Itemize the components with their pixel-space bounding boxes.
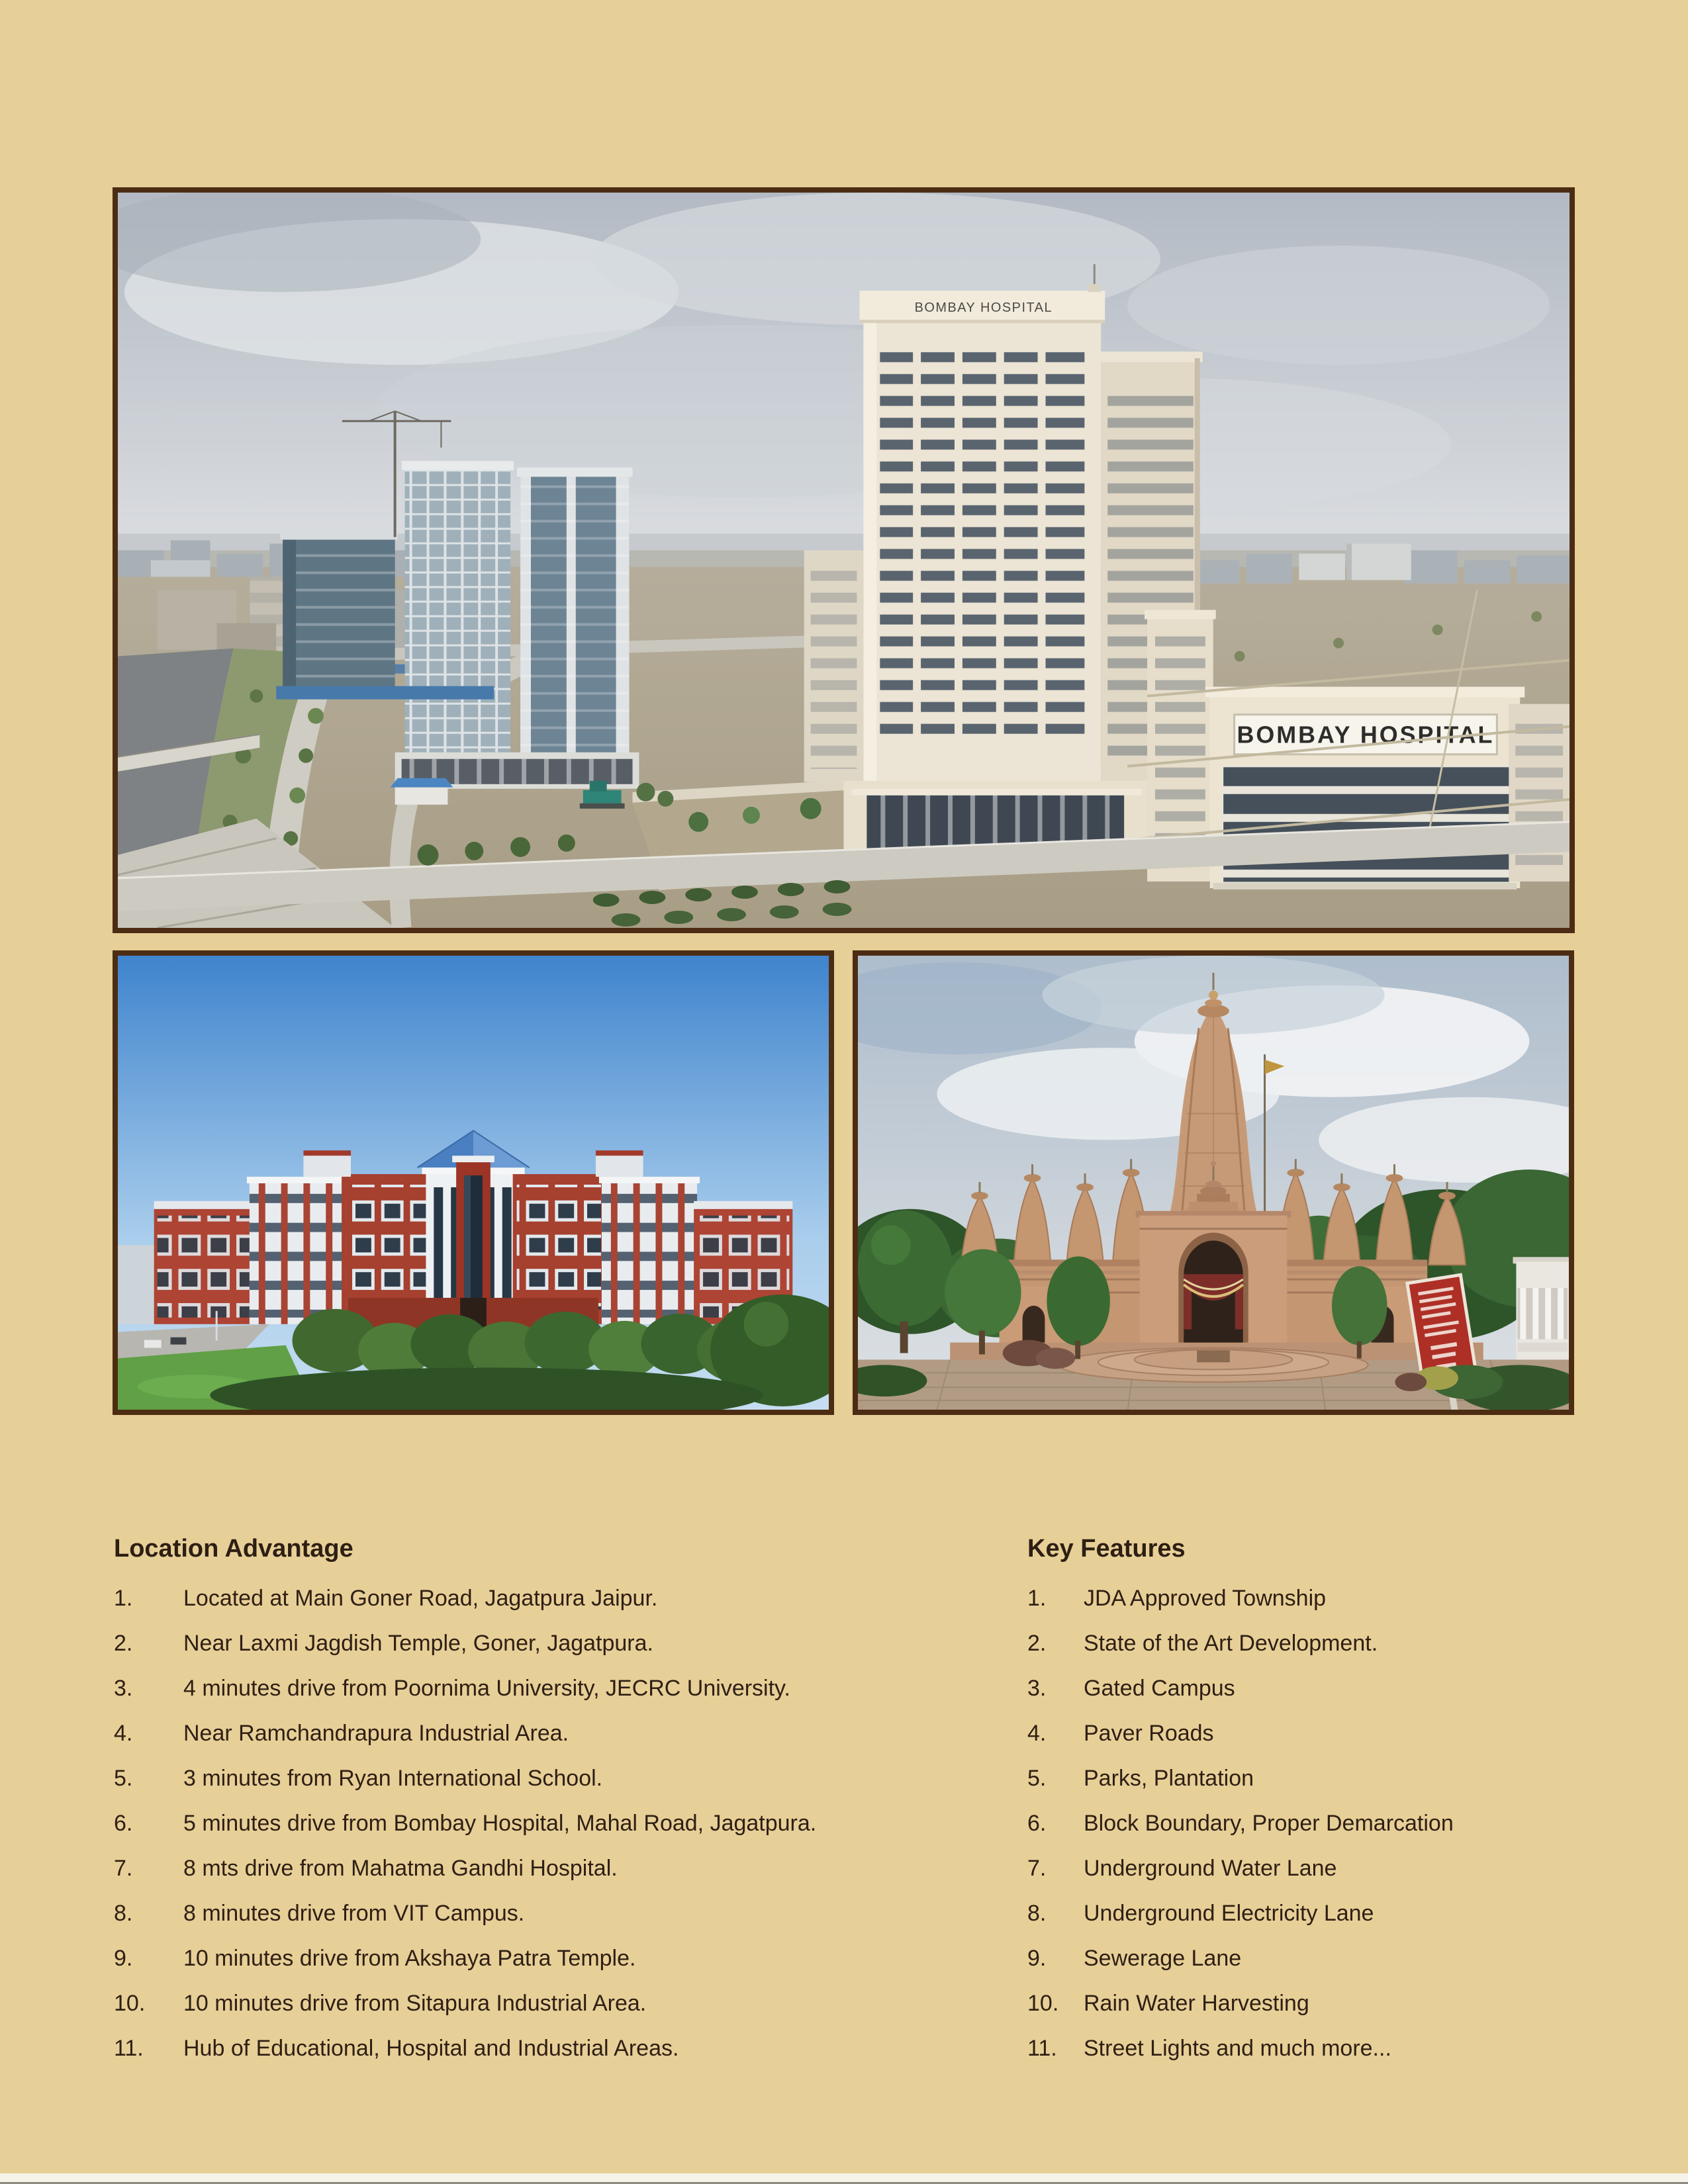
list-item	[1027, 1722, 1617, 1745]
list-item-number: 4.	[114, 1721, 133, 1746]
list-item-text: Block Boundary, Proper Demarcation	[1084, 1811, 1454, 1836]
list-item-number: 3.	[114, 1676, 133, 1701]
list-item	[114, 1632, 1004, 1655]
list-item-text: Street Lights and much more...	[1084, 2036, 1391, 2061]
list-item-text: 10 minutes drive from Akshaya Patra Temple.	[183, 1946, 636, 1971]
list-item-number: 4.	[1027, 1721, 1047, 1746]
list-item-text: Gated Campus	[1084, 1676, 1235, 1701]
car	[144, 1340, 162, 1348]
sky	[118, 193, 1570, 564]
list-item-text: Underground Water Lane	[1084, 1856, 1337, 1881]
list-item	[1027, 1767, 1617, 1790]
list-item-text: Near Laxmi Jagdish Temple, Goner, Jagatpura.	[183, 1631, 653, 1656]
list-item-text: 3 minutes from Ryan International School.	[183, 1766, 603, 1791]
list-item-text: JDA Approved Township	[1084, 1586, 1327, 1611]
tower-sign-text: BOMBAY HOSPITAL	[914, 300, 1053, 316]
key-features-list	[1027, 1587, 1617, 2060]
list-item-number: 10.	[114, 1991, 146, 2016]
list-item-text: Near Ramchandrapura Industrial Area.	[183, 1721, 569, 1746]
list-item-number: 9.	[114, 1946, 133, 1971]
temple-photo-illustration	[858, 956, 1569, 1410]
list-item	[1027, 1632, 1617, 1655]
list-item-number: 11.	[1027, 2036, 1057, 2061]
list-item	[114, 1947, 1004, 1970]
list-item	[114, 2037, 1004, 2060]
list-item-number: 6.	[114, 1811, 133, 1836]
list-item-text: 8 mts drive from Mahatma Gandhi Hospital.	[183, 1856, 618, 1881]
list-item	[1027, 1812, 1617, 1835]
list-item-text: Underground Electricity Lane	[1084, 1901, 1374, 1926]
list-item	[1027, 2037, 1617, 2060]
list-item-number: 5.	[114, 1766, 133, 1791]
list-item-text: Parks, Plantation	[1084, 1766, 1254, 1791]
list-item	[114, 1767, 1004, 1790]
list-item-number: 1.	[1027, 1586, 1047, 1611]
photo-laxmi-jagdish-temple	[853, 950, 1574, 1415]
list-item-number: 10.	[1027, 1991, 1059, 2016]
list-item-text: State of the Art Development.	[1084, 1631, 1378, 1656]
list-item-text: 5 minutes drive from Bombay Hospital, Mahal Road, Jagatpura.	[183, 1811, 817, 1836]
list-item-number: 7.	[1027, 1856, 1047, 1881]
list-item-number: 1.	[114, 1586, 133, 1611]
list-item-text: 4 minutes drive from Poornima University, JECRC University.	[183, 1676, 790, 1701]
list-item	[1027, 1992, 1617, 2015]
location-advantage-title: Location Advantage	[114, 1535, 353, 1563]
list-item	[114, 1992, 1004, 2015]
photo-university-campus	[113, 950, 834, 1415]
list-item	[1027, 1902, 1617, 1925]
list-item-number: 8.	[1027, 1901, 1047, 1926]
page-bottom-strip	[0, 2173, 1688, 2184]
list-item-number: 3.	[1027, 1676, 1047, 1701]
list-item-text: Sewerage Lane	[1084, 1946, 1242, 1971]
list-item-number: 5.	[1027, 1766, 1047, 1791]
list-item-text: 10 minutes drive from Sitapura Industrial Area.	[183, 1991, 647, 2016]
key-features-section	[1027, 1534, 1617, 2082]
location-advantage-list	[114, 1587, 1004, 2060]
aerial-photo-illustration	[118, 193, 1570, 928]
list-item-number: 8.	[114, 1901, 133, 1926]
list-item-text: 8 minutes drive from VIT Campus.	[183, 1901, 525, 1926]
photo-aerial-bombay-hospital	[113, 187, 1575, 933]
list-item-text: Paver Roads	[1084, 1721, 1214, 1746]
list-item-text: Located at Main Goner Road, Jagatpura Jaipur.	[183, 1586, 658, 1611]
list-item-text: Rain Water Harvesting	[1084, 1991, 1309, 2016]
list-item	[114, 1812, 1004, 1835]
campus-photo-illustration	[118, 956, 829, 1410]
location-advantage-section	[114, 1534, 1004, 2082]
hospital-sign-text: BOMBAY HOSPITAL	[1237, 721, 1495, 749]
list-item	[114, 1722, 1004, 1745]
list-item	[114, 1857, 1004, 1880]
list-item-number: 11.	[114, 2036, 144, 2061]
list-item	[114, 1902, 1004, 1925]
list-item-number: 2.	[1027, 1631, 1047, 1656]
list-item-number: 9.	[1027, 1946, 1047, 1971]
list-item	[1027, 1677, 1617, 1700]
list-item-number: 2.	[114, 1631, 133, 1656]
list-item	[1027, 1947, 1617, 1970]
list-item	[114, 1677, 1004, 1700]
list-item	[1027, 1587, 1617, 1610]
white-pavilion	[1513, 1257, 1569, 1370]
list-item	[114, 1587, 1004, 1610]
list-item	[1027, 1857, 1617, 1880]
list-item-number: 6.	[1027, 1811, 1047, 1836]
car	[171, 1338, 187, 1345]
list-item-number: 7.	[114, 1856, 133, 1881]
list-item-text: Hub of Educational, Hospital and Industrial Areas.	[183, 2036, 679, 2061]
key-features-title: Key Features	[1027, 1535, 1186, 1563]
